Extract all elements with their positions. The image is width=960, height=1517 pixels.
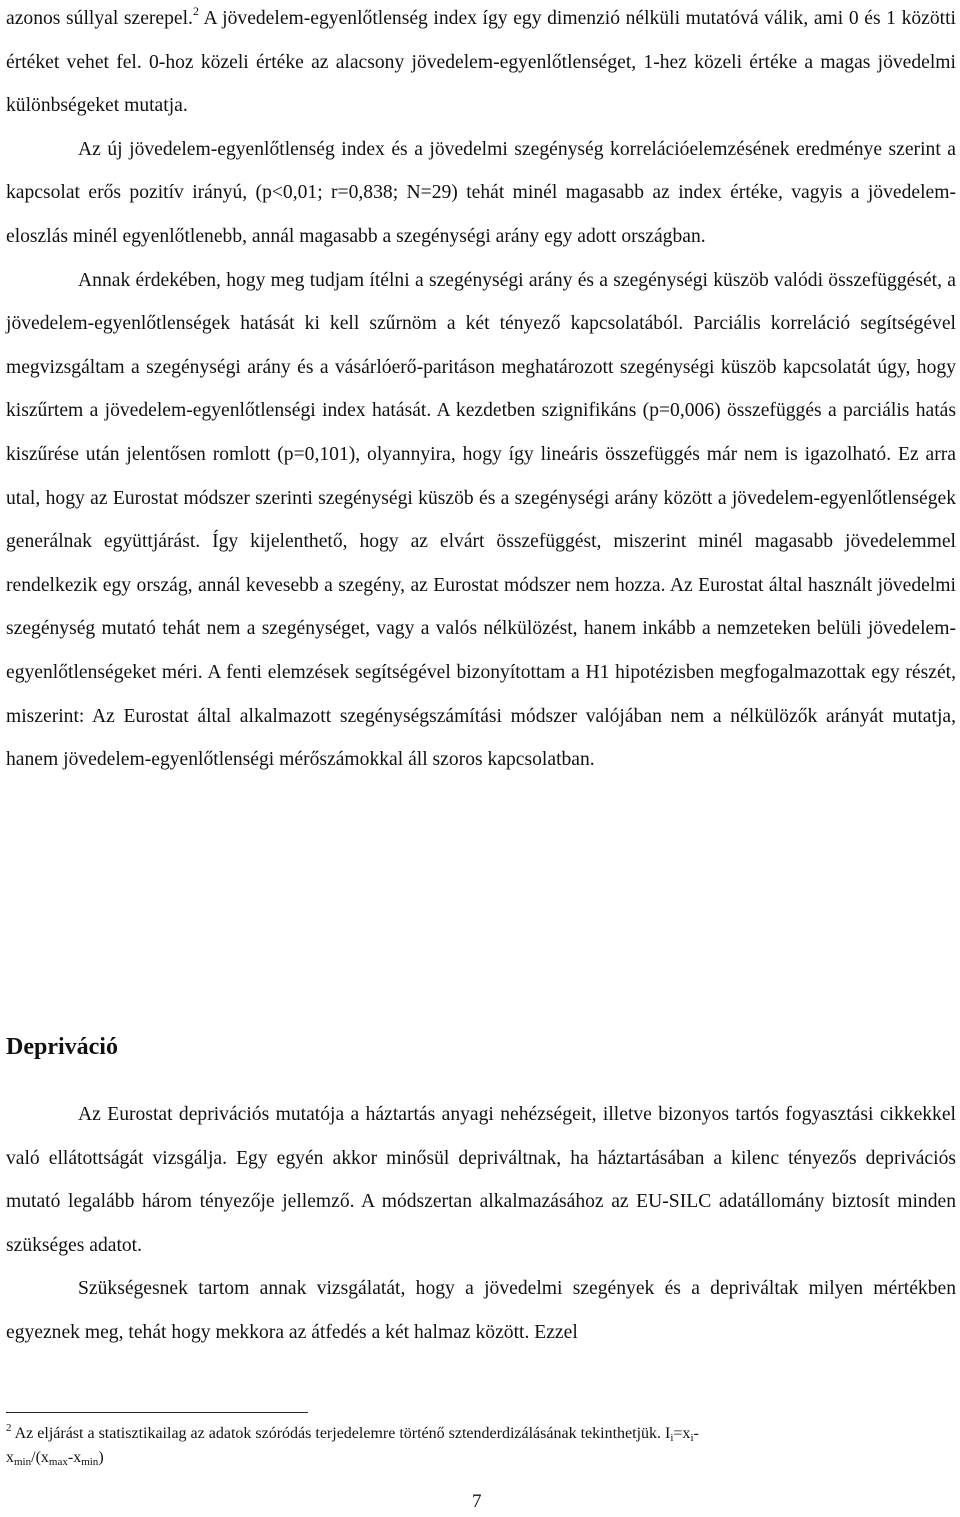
paragraph-correlation: Az új jövedelem-egyenlőtlenség index és a jövedelmi szegénység korrelációelemzésének eredménye szerint a kapcsolat erős pozitív irányú, (p<0,01; r=0,838; N=29) tehát minél magasabb az index értéke, vagyis a jövedelem-eloszlás minél egyenlőtlenebb, annál magasabb a szegénységi arány egy adott országban. [6, 138, 956, 247]
footnote-mark: 2 [6, 1422, 12, 1434]
subscript: min [14, 1456, 32, 1468]
footnote-text: -x [67, 1449, 82, 1466]
subscript: min [81, 1456, 99, 1468]
paragraph-deprivation-definition: Az Eurostat deprivációs mutatója a háztartás anyagi nehézségeit, illetve bizonyos tartós fogyasztási cikkekkel való ellátottságát vizsgálja. Egy egyén akkor minősül depriváltnak, ha háztartásában a kilenc tényezős deprivációs mutató legalább három tényezője jellemző. A módszertan alkalmazásához az EU-SILC adatállomány biztosít minden szükséges adatot. [6, 1104, 956, 1256]
footnote-text: ) [98, 1449, 104, 1466]
subscript: i [690, 1432, 694, 1444]
paragraph-deprivation-overlap: Szükségesnek tartom annak vizsgálatát, hogy a jövedelmi szegények és a depriváltak milyen mértékben egyeznek meg, tehát hogy mekkora az átfedés a két halmaz között. Ezzel [6, 1278, 956, 1343]
section-heading: Depriváció [6, 1034, 118, 1060]
footnote-text: - [693, 1425, 699, 1442]
text-run: azonos súllyal szerepel. [6, 8, 193, 29]
paragraph-partial-correlation: Annak érdekében, hogy meg tudjam ítélni a szegénységi arány és a szegénységi küszöb valódi összefüggését, a jövedelem-egyenlőtlenségek hatását ki kell szűrnöm a két tényező kapcsolatából. Parciális korreláció segítségével megvizsgáltam a szegénységi arány és a vásárlóerő-paritáson meghatározott szegénységi küszöb kapcsolatát úgy, hogy kiszűrtem a jövedelem-egyenlőtlenségi index hatását. A kezdetben szignifikáns (p=0,006) összefüggés a parciális hatás kiszűrése után jelentősen romlott (p=0,101), olyannyira, hogy így lineáris összefüggés már nem is igazolható. Ez arra utal, hogy az Eurostat módszer szerinti szegénységi küszöb és a szegénységi arány között a jövedelem-egyenlőtlenségek generálnak együttjárást. Így kijelenthető, hogy az elvárt összefüggést, miszerint minél magasabb jövedelemmel rendelkezik egy ország, annál kevesebb a szegény, az Eurostat módszer nem hozza. Az Eurostat által használt jövedelmi szegénység mutató tehát nem a szegénységet, vagy a valós nélkülözést, hanem inkább a nemzeteken belüli jövedelem-egyenlőtlenségeket méri. A fenti elemzések segítségével bizonyítottam a H1 hipotézisben megfogalmazottak egy részét, miszerint: Az Eurostat által alkalmazott szegénységszámítási módszer valójában nem a nélkülözők arányát mutatja, hanem jövedelem-egyenlőtlenségi mérőszámokkal áll szoros kapcsolatban. [6, 269, 956, 771]
footnote [6, 1422, 956, 1470]
footnote-text: x [6, 1449, 14, 1466]
page-number: 7 [472, 1491, 482, 1512]
subscript: max [48, 1456, 68, 1468]
paragraph-continuation [6, 0, 956, 128]
footnote-reference[interactable]: 2 [192, 4, 199, 18]
subscript: i [670, 1432, 674, 1444]
document-page [6, 0, 956, 1512]
footnote-text: Az eljárást a statisztikailag az adatok szóródás terjedelemre történő sztenderdizálásának tekinthetjük. I [11, 1425, 671, 1442]
footnote-separator [6, 1412, 308, 1413]
section-deprivation [6, 1093, 956, 1355]
footnote-text: /(x [31, 1449, 49, 1466]
text-run: A jövedelem-egyenlőtlenség index így egy dimenzió nélküli mutatóvá válik, ami 0 és 1 közötti értéket vehet fel. 0-hoz közeli értéke az alacsony jövedelem-egyenlőtlenséget, 1-hez közeli értéke a magas jövedelmi különbségeket mutatja. [6, 8, 956, 117]
footnote-text: =x [673, 1425, 691, 1442]
